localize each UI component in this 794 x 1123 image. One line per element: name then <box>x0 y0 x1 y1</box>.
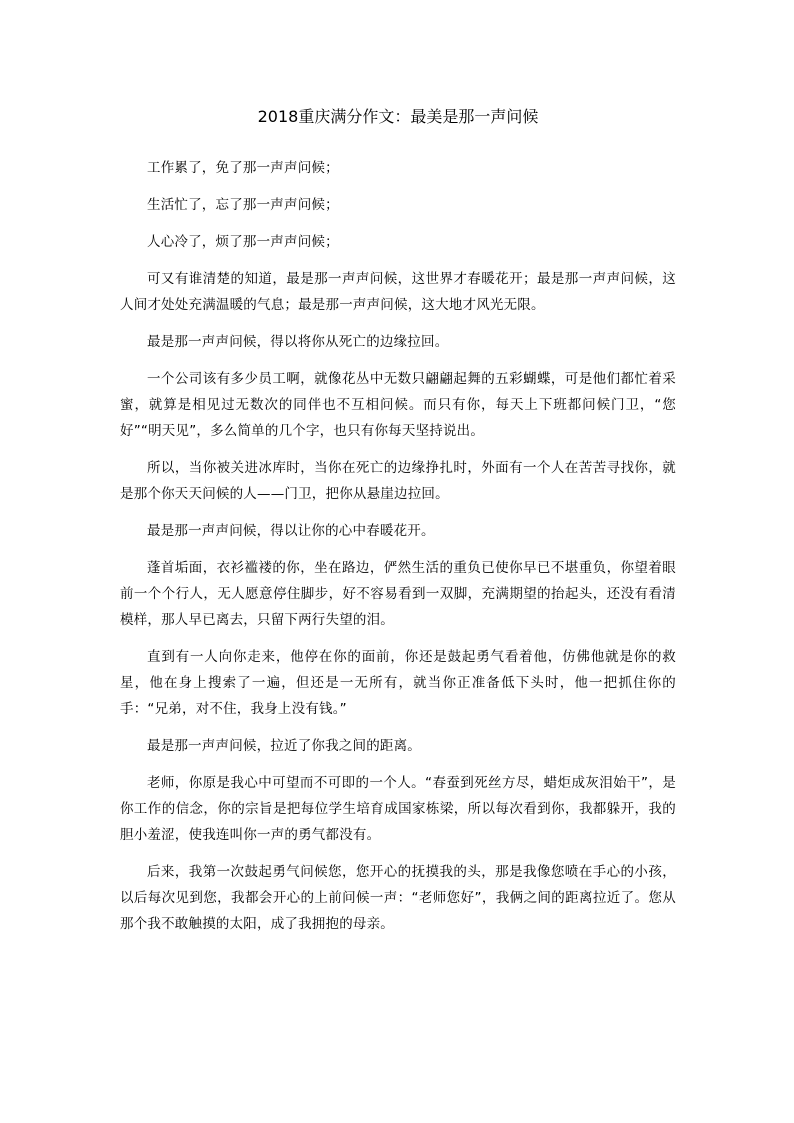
paragraph: 老师，你原是我心中可望而不可即的一个人。“春蚕到死丝方尽，蜡炬成灰泪始干”，是你工作的信念，你的宗旨是把每位学生培育成国家栋梁，所以每次看到你，我都躲开，我的胆小羞涩，使我连叫你一声的勇气都没有。 <box>120 775 676 843</box>
paragraph: 最是那一声声问候，得以将你从死亡的边缘拉回。 <box>147 334 449 350</box>
paragraph: 所以，当你被关进冰库时，当你在死亡的边缘挣扎时，外面有一个人在苦苦寻找你，就是那个你天天问候的人——门卫，把你从悬崖边拉回。 <box>120 460 676 502</box>
document-page <box>120 106 676 948</box>
paragraph: 最是那一声声问候，得以让你的心中春暖花开。 <box>147 523 435 539</box>
paragraph: 最是那一声声问候，拉近了你我之间的距离。 <box>147 738 421 754</box>
paragraph: 蓬首垢面，衣衫褴褛的你，坐在路边，俨然生活的重负已使你早已不堪重负，你望着眼前一个个行人，无人愿意停住脚步，好不容易看到一双脚，充满期望的抬起头，还没有看清模样，那人早已离去，只留下两行失望的泪。 <box>120 560 676 628</box>
paragraph: 后来，我第一次鼓起勇气问候您，您开心的抚摸我的头，那是我像您喷在手心的小孩，以后每次见到您，我都会开心的上前问候一声：“老师您好”，我俩之间的距离拉近了。您从那个我不敢触摸的太阳，成了我拥抱的母亲。 <box>120 864 676 932</box>
paragraph: 工作累了，免了那一声声问候； <box>147 160 339 176</box>
paragraph: 生活忙了，忘了那一声声问候； <box>147 197 339 213</box>
paragraph: 一个公司该有多少员工啊，就像花丛中无数只翩翩起舞的五彩蝴蝶，可是他们都忙着采蜜，就算是相见过无数次的同伴也不互相问候。而只有你，每天上下班都问候门卫，“您好”“明天见”，多么简单的几个字，也只有你每天坚持说出。 <box>120 371 676 439</box>
paragraph: 人心冷了，烦了那一声声问候； <box>147 234 339 250</box>
document-title: 2018重庆满分作文：最美是那一声问候 <box>257 107 539 126</box>
paragraph: 直到有一人向你走来，他停在你的面前，你还是鼓起勇气看着他，仿佛他就是你的救星，他在身上搜索了一遍，但还是一无所有，就当你正准备低下头时，他一把抓住你的手：“兄弟，对不住，我身上没有钱。” <box>120 649 676 717</box>
paragraph: 可又有谁清楚的知道，最是那一声声问候，这世界才春暖花开；最是那一声声问候，这人间才处处充满温暖的气息；最是那一声声问候，这大地才风光无限。 <box>120 271 676 313</box>
